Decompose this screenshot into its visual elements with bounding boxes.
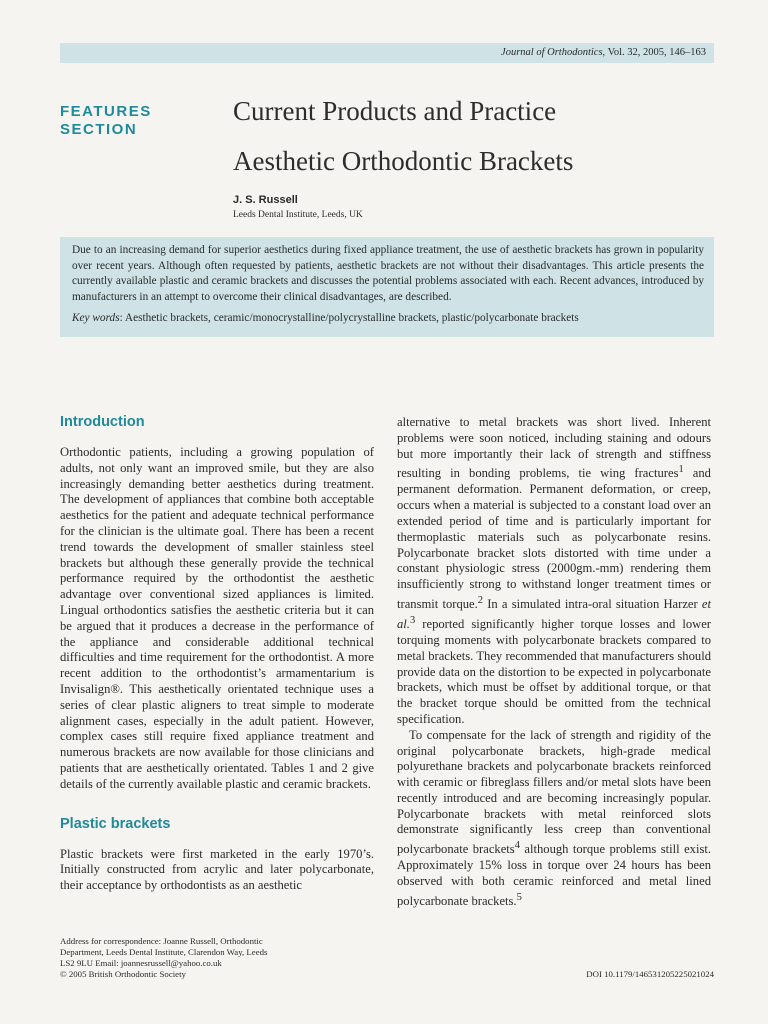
keywords: [72, 311, 704, 327]
reference-marker[interactable]: 3: [409, 614, 416, 626]
reference-marker[interactable]: 5: [516, 891, 522, 903]
affiliation: Leeds Dental Institute, Leeds, UK: [233, 210, 363, 220]
text-segment: although torque problems still exist. Approximately 15% loss in torque over 24 hours has been observed with both ceramic reinforced and metal lined polycarbonate brackets.: [397, 842, 711, 909]
section-label-line1: FEATURES: [60, 103, 152, 120]
reference-marker[interactable]: 1: [678, 464, 684, 476]
journal-name: Journal of Orthodontics: [501, 47, 603, 58]
page-title: Current Products and Practice: [233, 96, 557, 126]
text-segment: alternative to metal brackets was short lived. Inherent problems were soon noticed, including staining and odours but more importantly their lack of strength and stiffness resulting in bonding problems, tie wing fractures: [397, 415, 711, 481]
keywords-list: : Aesthetic brackets, ceramic/monocrystalline/polycrystalline brackets, plastic/polycarbonate brackets: [119, 312, 579, 324]
text-segment: In a simulated intra-oral situation Harzer: [483, 597, 702, 612]
reinforced-brackets-paragraph: [397, 728, 711, 910]
plastic-brackets-paragraph: Plastic brackets were first marketed in the early 1970’s. Initially constructed from acrylic and later polycarbonate, their acceptance by orthodontists as an aesthetic: [60, 846, 374, 893]
plastic-brackets-continued: [397, 415, 711, 728]
introduction-paragraph: Orthodontic patients, including a growing population of adults, not only want an improved smile, but they are also increasingly demanding better aesthetics during treatment. The development of appliances that combine both acceptable aesthetics for the patient and adequate technical performance for the clinician is the ultimate goal. There has been a recent trend towards the development of smaller stainless steel brackets but although these generally provide the technical performance required by the orthodontist the aesthetic advantage over conventional sized appliances is limited. Lingual orthodontics satisfies the aesthetic criteria but it can be argued that it produces a decrease in the performance of the appliance and considerable additional technical difficulties and time requirement for the orthodontist. A more recent addition to the orthodontist’s armamentarium is Invisalign®. This aesthetically orientated technique uses a series of clear plastic aligners to treat simple to moderate alignment cases, especially in the adult patient. However, complex cases still require fixed appliance treatment and numerous brackets are now available for those clinicians and patients that are aesthetically orientated. Tables 1 and 2 give details of the currently available plastic and ceramic brackets.: [60, 445, 374, 791]
section-label-line2: SECTION: [60, 121, 138, 138]
correspondence: [60, 936, 380, 980]
right-column: [397, 415, 711, 910]
author: J. S. Russell: [233, 194, 298, 206]
text-segment: and permanent deformation. Permanent deformation, or creep, occurs when a material is subjected to a constant load over an extended period of time and is particularly important for thermoplastic materials such as polycarbonate resins. Polycarbonate bracket slots distorted with time under a constant physiologic stress (2000gm.-mm) rendering them insufficiently strong to withstand longer treatment times or transmit torque.: [397, 466, 711, 612]
reference-marker[interactable]: 4: [514, 840, 520, 852]
section-label: [60, 103, 152, 139]
copyright: © 2005 British Orthodontic Society: [60, 969, 186, 979]
left-column: [60, 413, 374, 894]
abstract-box: [60, 237, 714, 337]
introduction-heading: Introduction: [60, 414, 145, 430]
keywords-label: Key words: [72, 312, 120, 324]
text-segment: To compensate for the lack of strength and rigidity of the original polycarbonate brackets, high-grade medical polyurethane brackets and polycarbonate brackets reinforced with ceramic or fibreglass fillers and/or metal slots have been recently introduced and are becoming increasingly popular. Polycarbonate brackets with metal reinforced slots demonstrate significantly less creep than conventional polycarbonate brackets: [397, 727, 711, 857]
abstract-text: Due to an increasing demand for superior aesthetics during fixed appliance treatment, the use of aesthetic brackets has grown in popularity over recent years. Although often requested by patients, aesthetic brackets are not without their disadvantages. This article presents the currently available plastic and ceramic brackets and discusses the potential problems associated with each. Recent advances, introduced by manufacturers in an attempt to overcome their clinical disadvantages, are described.: [72, 244, 704, 303]
plastic-brackets-heading: Plastic brackets: [60, 815, 171, 832]
doi: DOI 10.1179/146531205225021024: [586, 969, 714, 979]
journal-header: [60, 43, 714, 63]
page-subtitle: Aesthetic Orthodontic Brackets: [233, 146, 574, 176]
et-al: et al.: [397, 597, 711, 632]
correspondence-line: Department, Leeds Dental Institute, Clarendon Way, Leeds: [60, 947, 268, 957]
correspondence-line: Address for correspondence: Joanne Russell, Orthodontic: [60, 936, 263, 946]
journal-volume: , Vol. 32, 2005, 146–163: [602, 47, 706, 58]
reference-marker[interactable]: 2: [477, 594, 484, 606]
text-segment: reported significantly higher torque losses and lower torquing moments with polycarbonate brackets compared to metal brackets. They recommended that manufacturers should provide data on the distortion to be expected in polycarbonate brackets, which must be offset by additional torque, or that the bracket torque should be omitted from the technical specification.: [397, 617, 711, 726]
correspondence-line: LS2 9LU Email: joannesrussell@yahoo.co.uk: [60, 958, 222, 968]
